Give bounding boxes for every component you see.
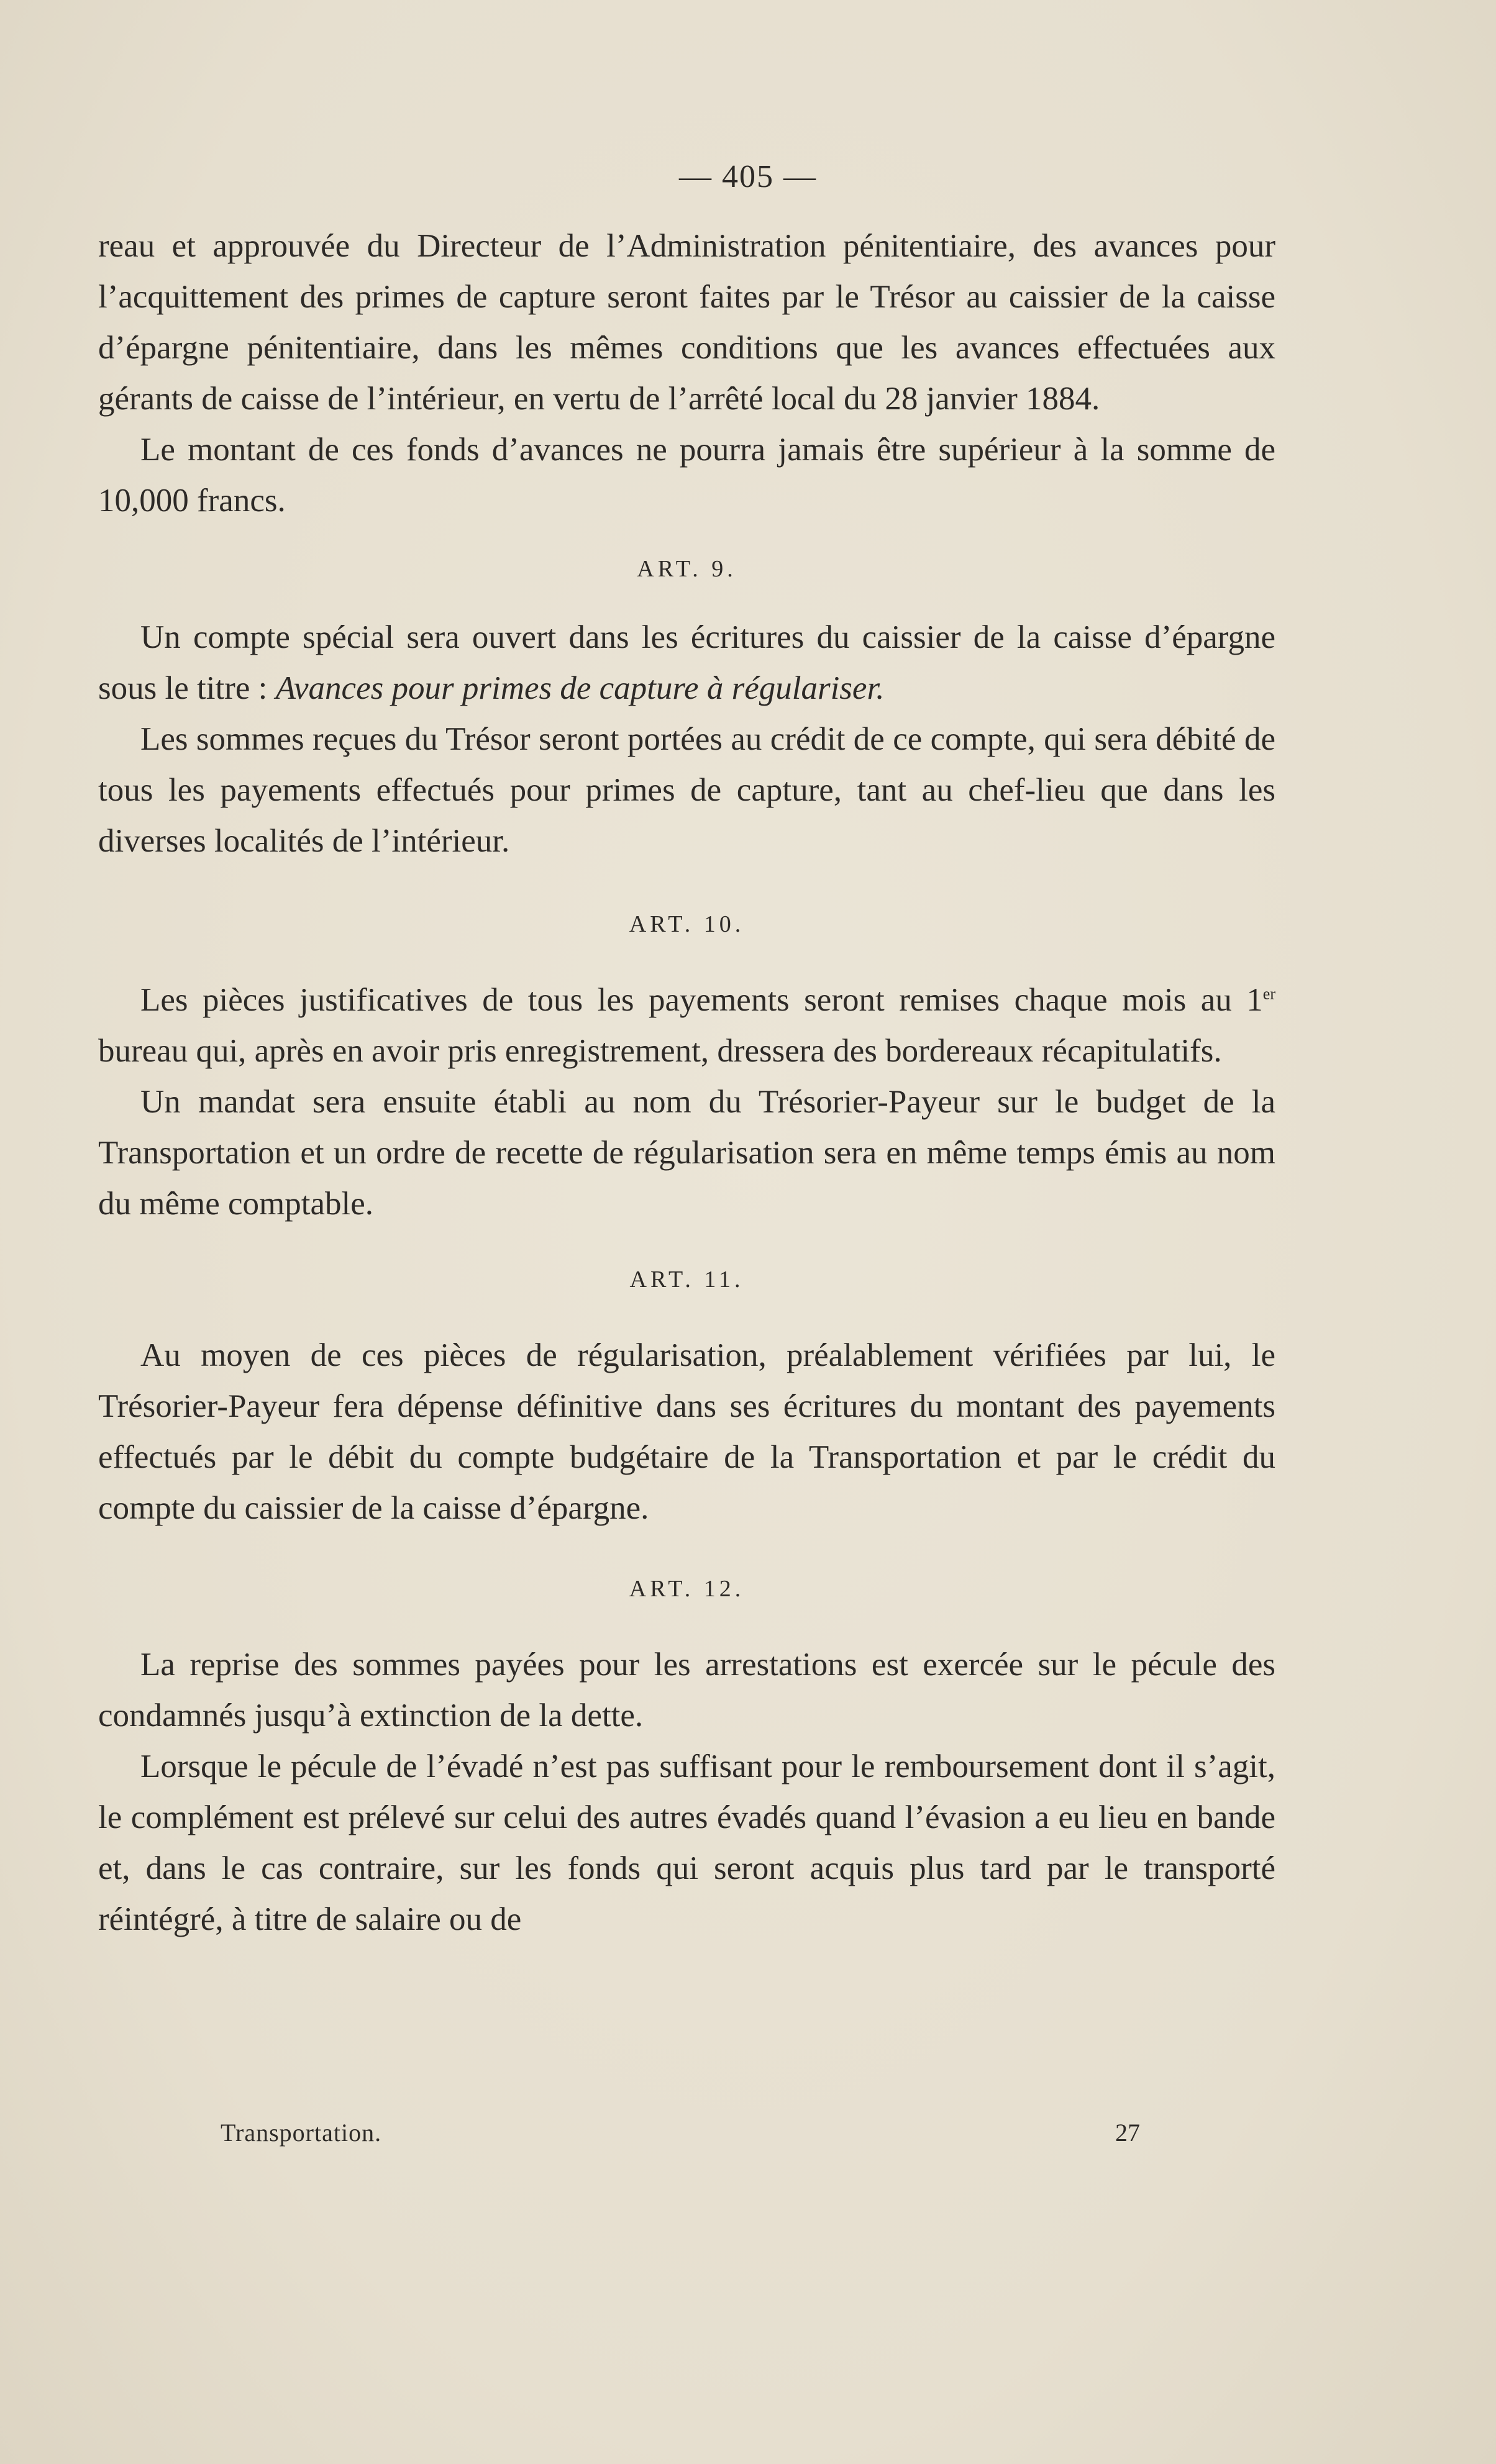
paragraph-8: La reprise des sommes payées pour les arrestations est exercée sur le pécule des condamnés jusqu’à extinction de la dette. bbox=[98, 1647, 1275, 1734]
article-heading-9: ART. 9. bbox=[637, 556, 737, 582]
paragraph-9: Lorsque le pécule de l’évadé n’est pas suffisant pour le remboursement dont il s’agit, le complément est prélevé sur celui des autres évadés quand l’évasion a eu lieu en bande et, dans le cas contraire, sur les fonds qui seront acquis plus tard par le transporté réintégré, à titre de salaire ou de bbox=[98, 1748, 1275, 1937]
page-number: — 405 — bbox=[679, 159, 817, 194]
paragraph-5-text-end: bureau qui, après en avoir pris enregistrement, dressera des bordereaux récapitulatifs. bbox=[98, 1033, 1222, 1069]
account-title: Avances pour primes de capture à régulariser. bbox=[275, 670, 885, 706]
paragraph-3 bbox=[98, 612, 1275, 714]
body-text bbox=[98, 0, 1275, 1945]
paragraph-5 bbox=[98, 975, 1275, 1076]
paragraph-7: Au moyen de ces pièces de régularisation, préalablement vérifiées par lui, le Trésorier-Payeur fera dépense définitive dans ses écritures du montant des payements effectués par le débit du compte budgétaire de la Transportation et par le crédit du compte du caissier de la caisse d’épargne. bbox=[98, 1337, 1275, 1526]
article-heading-12: ART. 12. bbox=[629, 1576, 745, 1602]
running-footer: Transportation. bbox=[221, 2119, 382, 2147]
paragraph-5-text: Les pièces justificatives de tous les payements seront remises chaque mois au 1 bbox=[140, 982, 1263, 1018]
signature-mark: 27 bbox=[1115, 2119, 1140, 2147]
article-heading-11: ART. 11. bbox=[629, 1266, 744, 1293]
paragraph-4: Les sommes reçues du Trésor seront portées au crédit de ce compte, qui sera débité de tous les payements effectués pour primes de capture, tant au chef-lieu que dans les diverses localités de l’intérieur. bbox=[98, 721, 1275, 859]
paragraph-1: reau et approuvée du Directeur de l’Administration pénitentiaire, des avances pour l’acquittement des primes de capture seront faites par le Trésor au caissier de la caisse d’épargne pénitentiaire, dans les mêmes conditions que les avances effectuées aux gérants de caisse de l’intérieur, en vertu de l’arrêté local du 28 janvier 1884. bbox=[98, 228, 1275, 417]
article-heading-10: ART. 10. bbox=[629, 911, 745, 937]
paragraph-6: Un mandat sera ensuite établi au nom du Trésorier-Payeur sur le budget de la Transportation et un ordre de recette de régularisation sera en même temps émis au nom du même comptable. bbox=[98, 1084, 1275, 1222]
superscript-er: er bbox=[1262, 984, 1275, 1003]
paragraph-2: Le montant de ces fonds d’avances ne pourra jamais être supérieur à la somme de 10,000 francs. bbox=[98, 432, 1275, 519]
paragraph-3-text: Un compte spécial sera ouvert dans les écritures du caissier de la caisse d’épargne sous le titre : bbox=[98, 619, 1275, 706]
